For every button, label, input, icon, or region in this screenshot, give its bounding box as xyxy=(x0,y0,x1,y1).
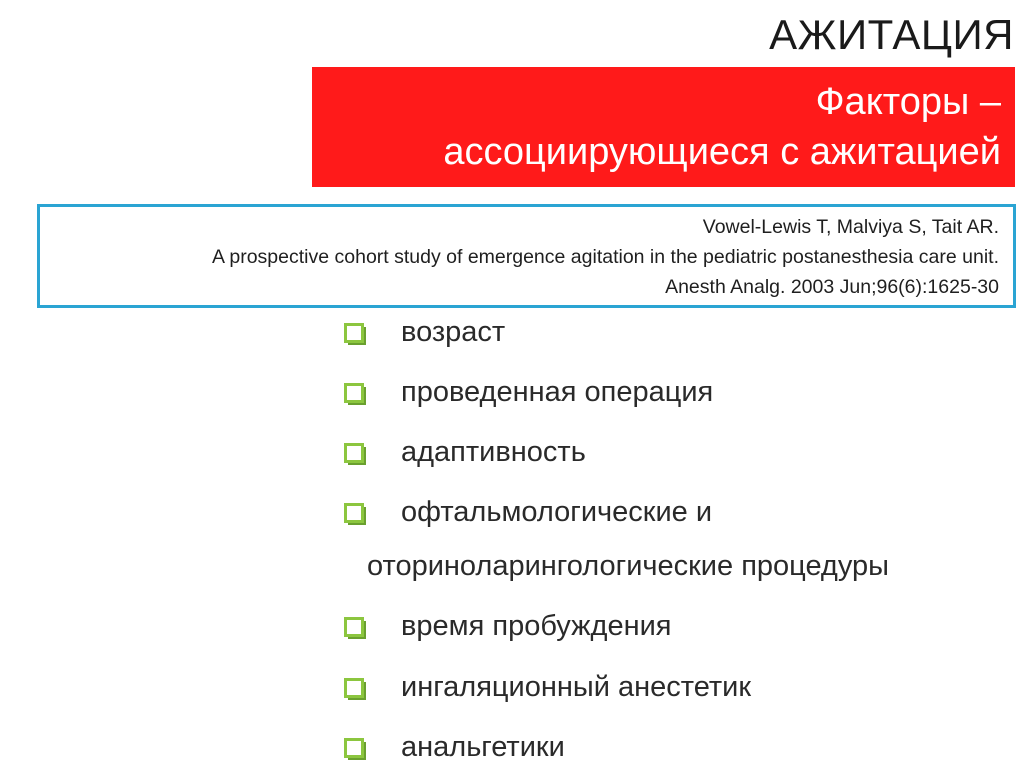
factor-label: ингаляционный анестетик xyxy=(401,671,752,703)
checkbox-bullet-icon xyxy=(344,503,364,523)
factor-label: время пробуждения xyxy=(401,610,672,642)
factor-label: анальгетики xyxy=(401,731,565,763)
checkbox-bullet-icon xyxy=(344,383,364,403)
factor-label: адаптивность xyxy=(401,436,586,468)
banner-line-2: ассоциирующиеся с ажитацией xyxy=(443,131,1001,173)
reference-box xyxy=(37,204,1016,308)
reference-article: A prospective cohort study of emergence agitation in the pediatric postanesthesia care unit. xyxy=(212,246,999,268)
slide-title: АЖИТАЦИЯ xyxy=(769,11,1014,58)
checkbox-bullet-icon xyxy=(344,443,364,463)
checkbox-bullet-icon xyxy=(344,617,364,637)
banner-line-1: Факторы – xyxy=(815,81,1001,123)
reference-authors: Vowel-Lewis T, Malviya S, Tait AR. xyxy=(702,216,999,238)
checkbox-bullet-icon xyxy=(344,678,364,698)
factor-label: проведенная операция xyxy=(401,376,714,408)
reference-journal: Anesth Analg. 2003 Jun;96(6):1625-30 xyxy=(665,276,999,298)
factors-banner xyxy=(312,67,1015,187)
checkbox-bullet-icon xyxy=(344,738,364,758)
checkbox-bullet-icon xyxy=(344,323,364,343)
factor-label: офтальмологические и xyxy=(401,496,713,528)
factor-label: возраст xyxy=(401,316,506,348)
factor-label-continuation: оториноларингологические процедуры xyxy=(367,550,889,582)
